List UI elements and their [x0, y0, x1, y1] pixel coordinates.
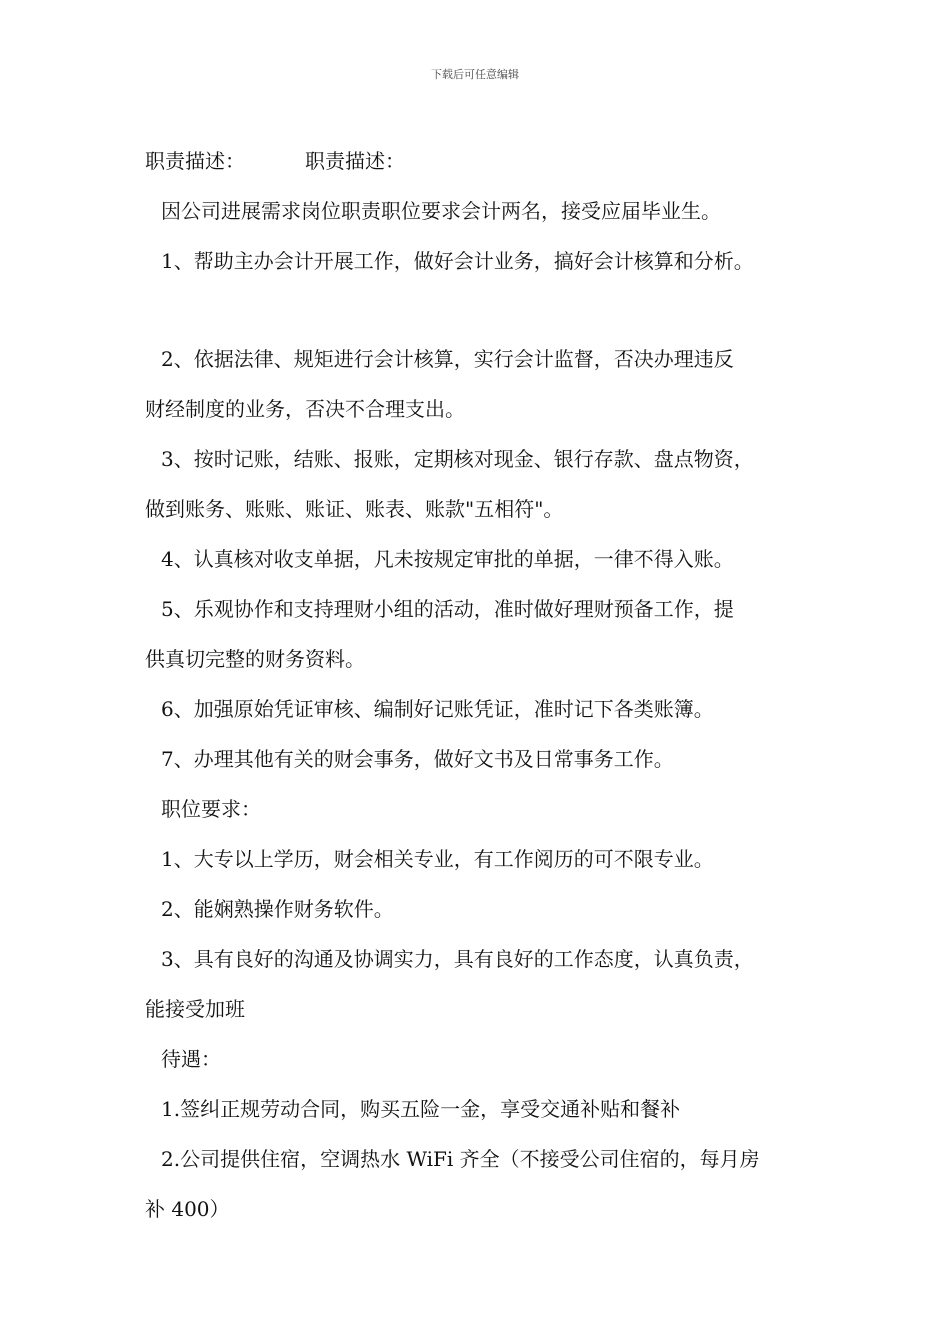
page-header: 下载后可任意编辑: [431, 68, 519, 81]
duty-5-line-2: 供真切完整的财务资料。: [145, 647, 365, 671]
title-left: 职责描述：: [145, 149, 245, 173]
duty-3-line-2: 做到账务、账账、账证、账表、账款"五相符"。: [145, 497, 564, 521]
requirement-3-line-2: 能接受加班: [145, 997, 245, 1021]
document-body: [145, 136, 835, 1234]
requirements-title: 职位要求：: [161, 797, 261, 821]
benefit-2-line-2: 补 400）: [145, 1197, 230, 1221]
intro-paragraph: 因公司进展需求岗位职责职位要求会计两名，接受应届毕业生。: [161, 199, 721, 223]
benefit-2-line-1: 2.公司提供住宿，空调热水 WiFi 齐全（不接受公司住宿的，每月房: [161, 1147, 760, 1171]
duty-5-line-1: 5、乐观协作和支持理财小组的活动，准时做好理财预备工作，提: [161, 597, 734, 621]
duty-1: 1、帮助主办会计开展工作，做好会计业务，搞好会计核算和分析。: [161, 249, 754, 273]
duty-4: 4、认真核对收支单据，凡未按规定审批的单据，一律不得入账。: [161, 547, 734, 571]
requirement-2: 2、能娴熟操作财务软件。: [161, 897, 394, 921]
duty-2-line-2: 财经制度的业务，否决不合理支出。: [145, 397, 465, 421]
duty-7: 7、办理其他有关的财会事务，做好文书及日常事务工作。: [161, 747, 674, 771]
title-line: [145, 136, 835, 186]
duty-6: 6、加强原始凭证审核、编制好记账凭证，准时记下各类账簿。: [161, 697, 714, 721]
paragraph-gap: [145, 286, 835, 334]
duty-3-line-1: 3、按时记账，结账、报账，定期核对现金、银行存款、盘点物资，: [161, 447, 754, 471]
benefit-1: 1.签纠正规劳动合同，购买五险一金，享受交通补贴和餐补: [161, 1097, 681, 1121]
requirement-1: 1、大专以上学历，财会相关专业，有工作阅历的可不限专业。: [161, 847, 714, 871]
requirement-3-line-1: 3、具有良好的沟通及协调实力，具有良好的工作态度，认真负责，: [161, 947, 754, 971]
benefits-title: 待遇：: [161, 1047, 221, 1071]
duty-2-line-1: 2、依据法律、规矩进行会计核算，实行会计监督，否决办理违反: [161, 347, 734, 371]
title-right: 职责描述：: [305, 149, 405, 173]
